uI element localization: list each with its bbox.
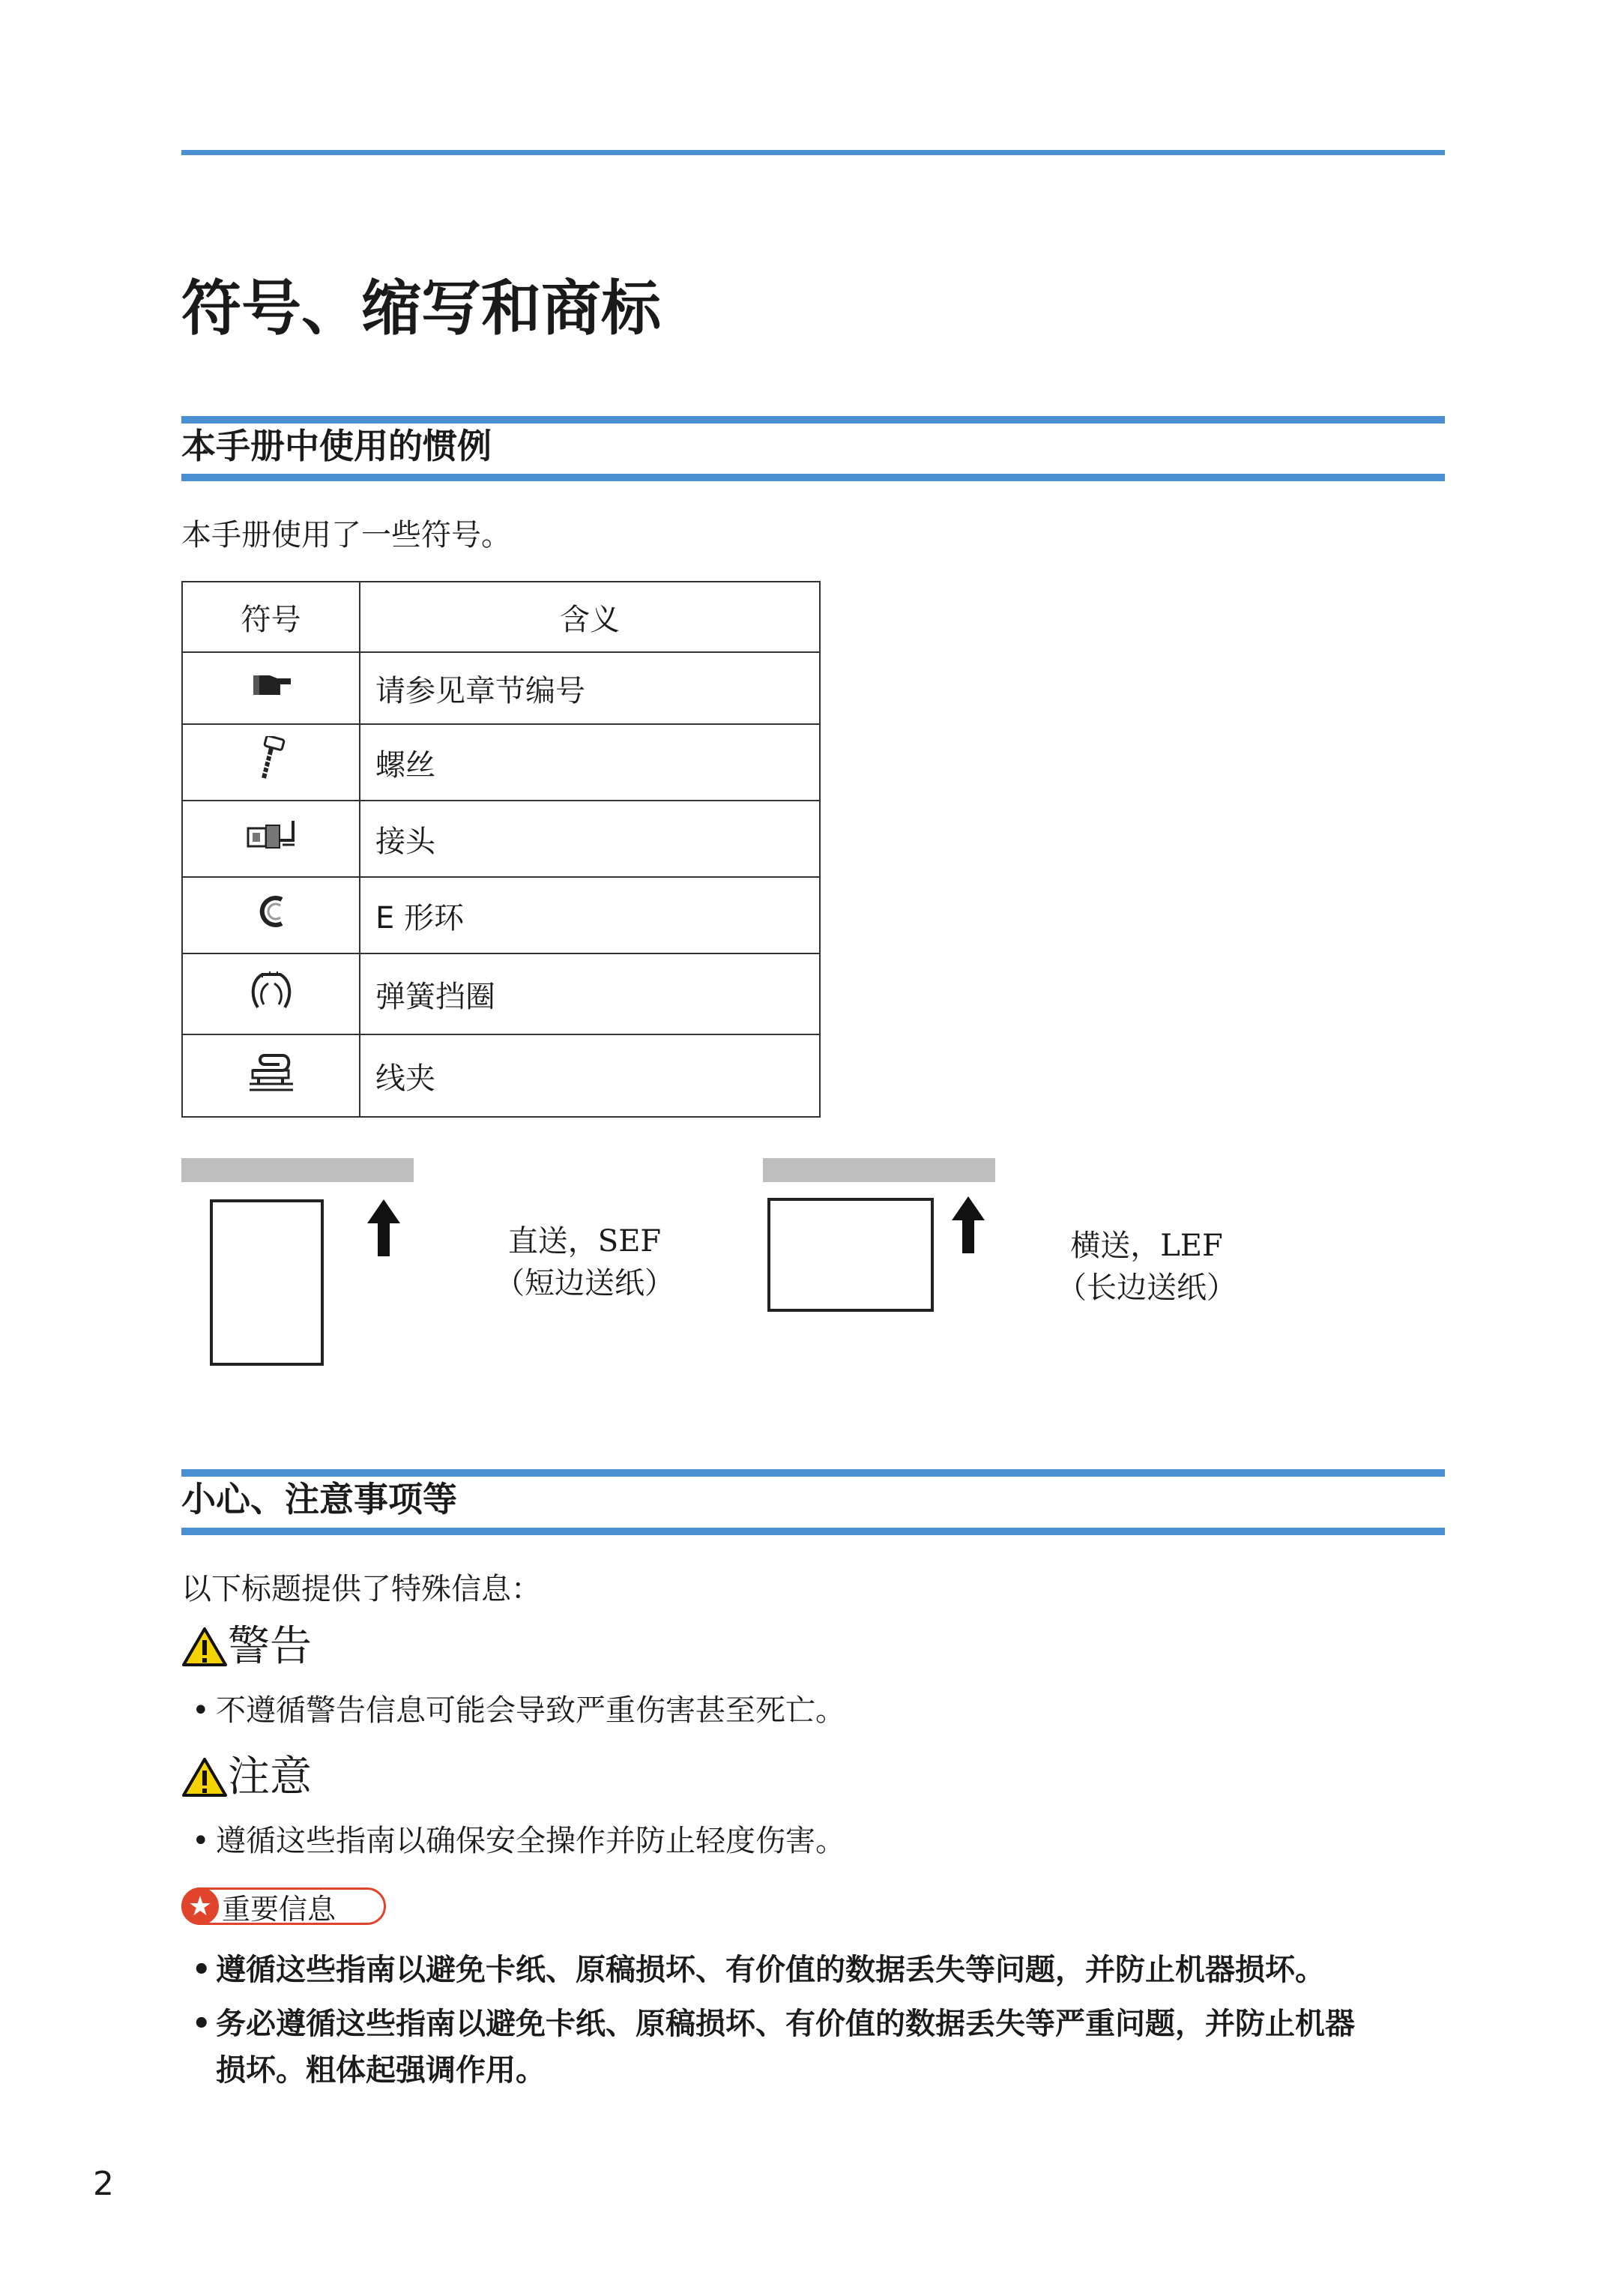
table-cell-icon <box>182 801 360 877</box>
sef-label-line1: 直送，SEF <box>507 1224 662 1259</box>
e-ring-icon <box>255 892 288 931</box>
lef-label <box>1042 1225 1252 1309</box>
section1-rule-bottom <box>181 474 1445 481</box>
star-icon: ★ <box>181 1887 219 1925</box>
warning-title: 警告 <box>228 1622 312 1671</box>
table-row <box>182 1034 820 1117</box>
section2-intro: 以下标题提供了特殊信息： <box>181 1572 541 1606</box>
table-cell-meaning: E 形环 <box>360 877 820 953</box>
sef-paper <box>210 1199 324 1366</box>
spring-clip-icon <box>249 970 294 1010</box>
section1-intro: 本手册使用了一些符号。 <box>181 518 511 552</box>
table-row <box>182 652 820 724</box>
important-item-2-line1: • 务必遵循这些指南以避免卡纸、原稿损坏、有价值的数据丢失等严重问题，并防止机器 <box>216 2007 1355 2041</box>
symbols-table <box>181 581 821 1118</box>
sef-arrow-icon <box>367 1199 400 1256</box>
wire-clamp-icon <box>247 1051 296 1093</box>
section1-heading: 本手册中使用的惯例 <box>181 426 492 466</box>
table-cell-icon <box>182 1034 360 1117</box>
lef-feed-bar <box>763 1158 995 1182</box>
important-label: 重要信息 <box>222 1892 336 1926</box>
sef-label <box>480 1220 689 1304</box>
table-cell-icon <box>182 652 360 724</box>
caution-title: 注意 <box>228 1753 312 1801</box>
screw-icon <box>255 736 288 781</box>
important-item-2 <box>216 2003 1355 2091</box>
warning-triangle-icon <box>181 1627 228 1667</box>
table-cell-meaning: 线夹 <box>360 1034 820 1117</box>
pointing-hand-icon <box>250 669 292 699</box>
section2-rule-top <box>181 1469 1445 1477</box>
page-title: 符号、缩写和商标 <box>181 274 661 343</box>
table-cell-icon <box>182 877 360 953</box>
table-cell-meaning: 螺丝 <box>360 724 820 801</box>
top-rule <box>181 150 1445 155</box>
table-row <box>182 801 820 877</box>
important-badge <box>181 1887 386 1925</box>
table-cell-meaning: 弹簧挡圈 <box>360 953 820 1034</box>
table-header-symbol: 符号 <box>182 582 360 652</box>
section2-heading: 小心、注意事项等 <box>181 1479 457 1519</box>
table-header-meaning: 含义 <box>360 582 820 652</box>
sef-feed-bar <box>181 1158 414 1182</box>
sef-label-line2: （短边送纸） <box>495 1266 674 1301</box>
caution-heading <box>181 1751 312 1804</box>
table-row <box>182 877 820 953</box>
table-cell-icon <box>182 724 360 801</box>
page-number: 2 <box>93 2165 114 2203</box>
connector-icon <box>245 818 298 852</box>
table-row <box>182 724 820 801</box>
lef-paper <box>767 1198 934 1312</box>
important-item-2-line2: 损坏。粗体起强调作用。 <box>216 2053 546 2088</box>
table-header-row <box>182 582 820 652</box>
important-item-1: • 遵循这些指南以避免卡纸、原稿损坏、有价值的数据丢失等问题，并防止机器损坏。 <box>216 1949 1325 1991</box>
table-cell-icon <box>182 953 360 1034</box>
warning-heading <box>181 1621 312 1673</box>
lef-arrow-icon <box>952 1196 985 1253</box>
warning-item: • 不遵循警告信息可能会导致严重伤害甚至死亡。 <box>216 1690 845 1732</box>
caution-item: • 遵循这些指南以确保安全操作并防止轻度伤害。 <box>216 1820 845 1862</box>
table-cell-meaning: 请参见章节编号 <box>360 652 820 724</box>
section1-rule-top <box>181 416 1445 424</box>
lef-label-line2: （长边送纸） <box>1057 1271 1237 1305</box>
table-row <box>182 953 820 1034</box>
lef-label-line1: 横送，LEF <box>1070 1229 1223 1263</box>
caution-triangle-icon <box>181 1757 228 1798</box>
section2-rule-bottom <box>181 1528 1445 1535</box>
table-cell-meaning: 接头 <box>360 801 820 877</box>
